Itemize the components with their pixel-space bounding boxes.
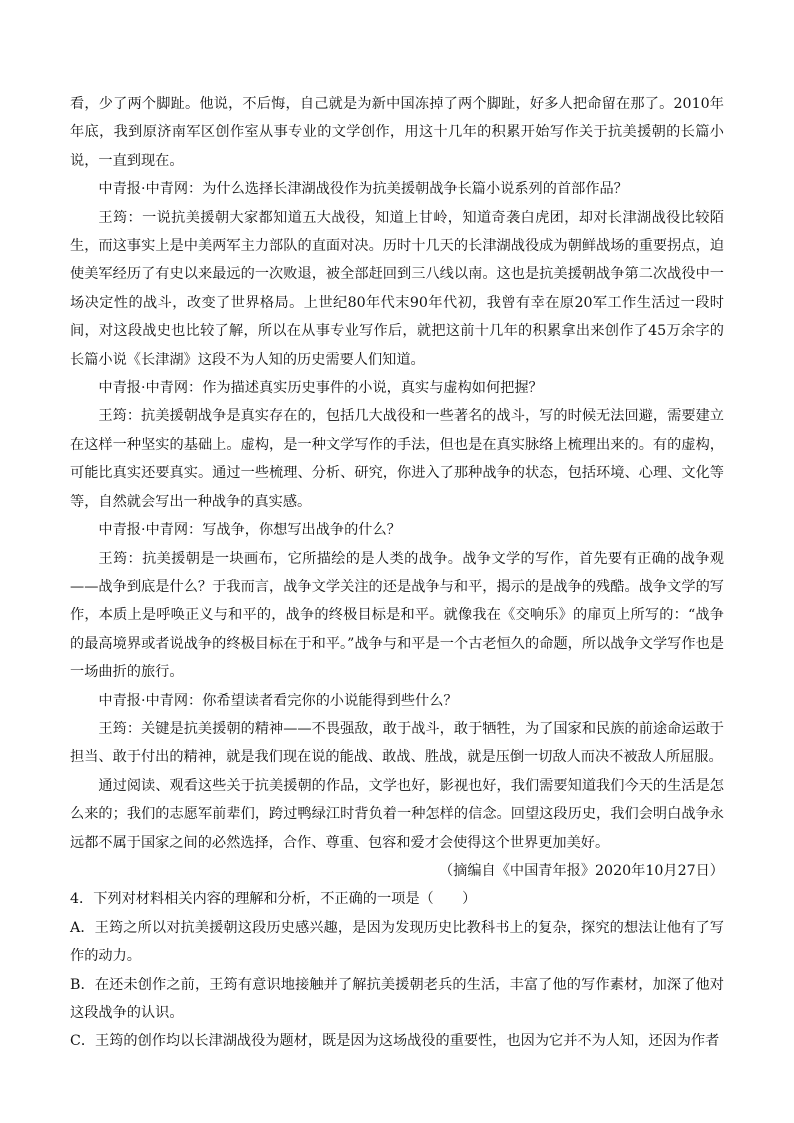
- interview-answer-1: 王筠：一说抗美援朝大家都知道五大战役，知道上甘岭，知道奇袭白虎团，却对长津湖战役比较陌生，而这事实上是中美两军主力部队的直面对决。历时十几天的长津湖战役成为朝鲜战场的重要拐点，迫使美军经历了有史以来最远的一次败退，被全部赶回到三八线以南。这也是抗美援朝战争第二次战役中一场决定性的战斗，改变了世界格局。上世纪80年代末90年代初，我曾有幸在原20军工作生活过一段时间，对这段战史也比较了解，所以在从事专业写作后，就把这前十几年的积累拿出来创作了45万余字的长篇小说《长津湖》这段不为人知的历史需要人们知道。: [70, 209, 724, 368]
- document-page: [70, 90, 724, 1056]
- option-b: B．在还未创作之前，王筠有意识地接触并了解抗美援朝老兵的生活，丰富了他的写作素材，加深了他对这段战争的认识。: [70, 976, 724, 1021]
- closing-paragraph: 通过阅读、观看这些关于抗美援朝的作品，文学也好，影视也好，我们需要知道我们今天的生活是怎么来的；我们的志愿军前辈们，跨过鸭绿江时背负着一种怎样的信念。回望这段历史，我们会明白战争永远都不属于国家之间的必然选择，合作、尊重、包容和爱才会使得这个世界更加美好。: [70, 777, 724, 851]
- interview-question-4: 中青报·中青网：你希望读者看完你的小说能得到些什么？: [98, 692, 458, 709]
- interview-question-1: 中青报·中青网：为什么选择长津湖战役作为抗美援朝战争长篇小说系列的首部作品？: [98, 181, 628, 198]
- option-c: C．王筠的创作均以长津湖战役为题材，既是因为这场战役的重要性，也因为它并不为人知，还因为作者: [70, 1033, 720, 1050]
- article-paragraph-1: 看，少了两个脚趾。他说，不后悔，自己就是为新中国冻掉了两个脚趾，好多人把命留在那了。2010年年底，我到原济南军区创作室从事专业的文学创作，用这十几年的积累开始写作关于抗美援朝的长篇小说，一直到现在。: [70, 96, 724, 169]
- option-a: A．王筠之所以对抗美援朝这段历史感兴趣，是因为发现历史比教科书上的复杂，探究的想法让他有了写作的动力。: [70, 919, 724, 965]
- interview-question-2: 中青报·中青网：作为描述真实历史事件的小说，真实与虚构如何把握？: [98, 380, 543, 397]
- question-block: [70, 885, 724, 1055]
- interview-question-3: 中青报·中青网：写战争，你想写出战争的什么？: [98, 522, 401, 539]
- interview-answer-4: 王筠：关键是抗美援朝的精神——不畏强敌，敢于战斗，敢于牺牲，为了国家和民族的前途命运敢于担当、敢于付出的精神，就是我们现在说的能战、敢战、胜战，就是压倒一切敌人而决不被敌人所屈服。: [70, 720, 724, 766]
- article-source: （摘编自《中国青年报》2020年10月27日）: [438, 862, 724, 879]
- interview-answer-2: 王筠：抗美援朝战争是真实存在的，包括几大战役和一些著名的战斗，写的时候无法回避，需要建立在这样一种坚实的基础上。虚构，是一种文学写作的手法，但也是在真实脉络上梳理出来的。有的虚构，可能比真实还要真实。通过一些梳理、分析、研究，你进入了那种战争的状态，包括环境、心理、文化等等，自然就会写出一种战争的真实感。: [70, 408, 724, 510]
- question-stem: 4．下列对材料相关内容的理解和分析，不正确的一项是（ ）: [70, 891, 477, 908]
- interview-answer-3: 王筠：抗美援朝是一块画布，它所描绘的是人类的战争。战争文学的写作，首先要有正确的战争观——战争到底是什么？于我而言，战争文学关注的还是战争与和平，揭示的是战争的残酷。战争文学的写作，本质上是呼唤正义与和平的，战争的终极目标是和平。就像我在《交响乐》的扉页上所写的：“战争的最高境界或者说战争的终极目标在于和平。”战争与和平是一个古老恒久的命题，所以战争文学写作也是一场曲折的旅行。: [70, 550, 724, 681]
- article-body: [70, 90, 724, 885]
